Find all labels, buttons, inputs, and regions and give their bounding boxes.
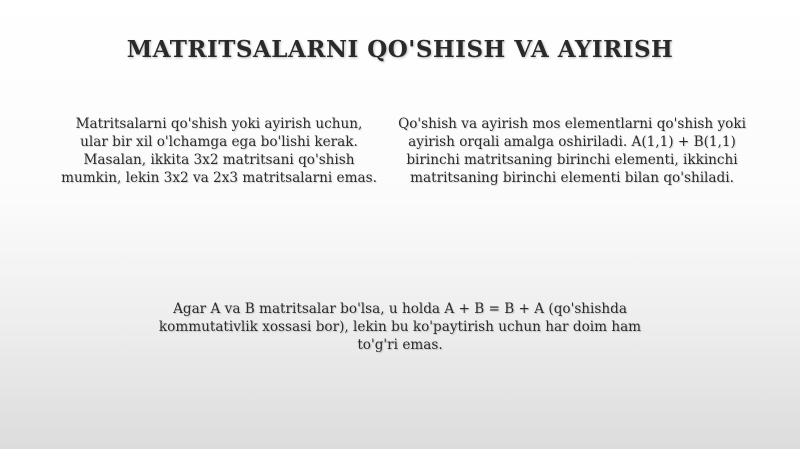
right-paragraph: Qo'shish va ayirish mos elementlarni qo'shish yoki ayirish orqali amalga oshiriladi. A(1,1) + B(1,1) birinchi matritsaning birinchi elementi, ikkinchi matritsaning birinchi elementi bilan qo'shiladi.: [398, 116, 746, 186]
left-paragraph: Matritsalarni qo'shish yoki ayirish uchun, ular bir xil o'lchamga ega bo'lishi kerak. Masalan, ikkita 3x2 matritsani qo'shish mumkin, lekin 3x2 va 2x3 matritsalarni emas.: [61, 116, 377, 186]
slide-title: MATRITSALARNI QO'SHISH VA AYIRISH: [126, 36, 674, 63]
bottom-paragraph: Agar A va B matritsalar bo'lsa, u holda A + B = B + A (qo'shishda kommutativlik xossasi bor), lekin bu ko'paytirish uchun har doim ham to'g'ri emas.: [158, 301, 642, 353]
